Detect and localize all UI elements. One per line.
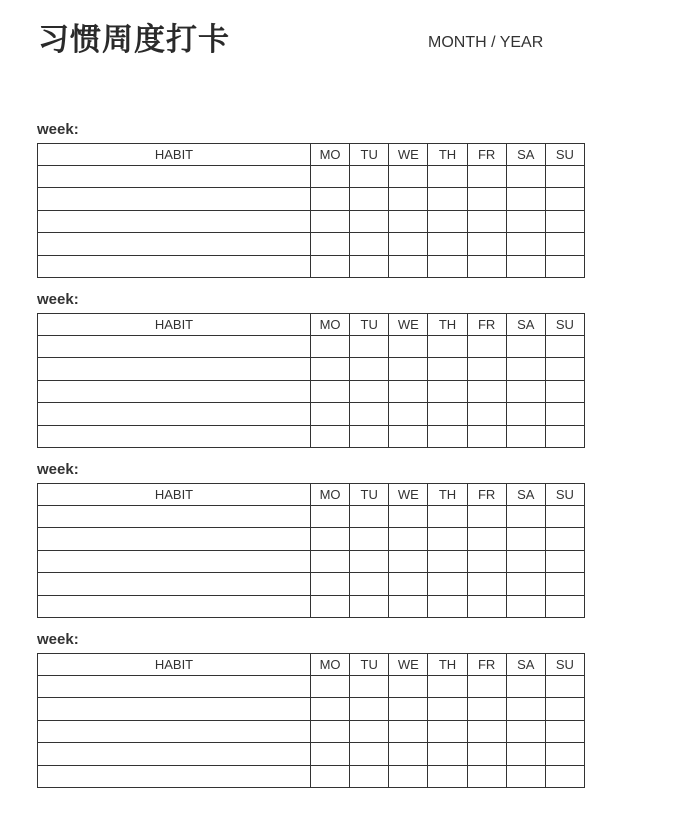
day-checkbox-cell[interactable] (545, 425, 584, 447)
day-checkbox-cell[interactable] (350, 698, 389, 720)
day-checkbox-cell[interactable] (350, 358, 389, 380)
habit-header: HABIT (38, 654, 311, 676)
day-header: TH (428, 484, 467, 506)
week-section (37, 291, 585, 448)
habit-cell[interactable] (38, 188, 311, 210)
day-checkbox-cell[interactable] (311, 188, 350, 210)
day-checkbox-cell[interactable] (389, 550, 428, 572)
habit-cell[interactable] (38, 506, 311, 528)
day-checkbox-cell[interactable] (506, 233, 545, 255)
habit-row (38, 506, 585, 528)
habit-header: HABIT (38, 314, 311, 336)
day-checkbox-cell[interactable] (467, 188, 506, 210)
habit-row (38, 358, 585, 380)
day-checkbox-cell[interactable] (545, 550, 584, 572)
habit-cell[interactable] (38, 720, 311, 742)
habit-row (38, 698, 585, 720)
day-checkbox-cell[interactable] (545, 358, 584, 380)
day-checkbox-cell[interactable] (350, 233, 389, 255)
habit-cell[interactable] (38, 380, 311, 402)
day-checkbox-cell[interactable] (350, 528, 389, 550)
day-header: SU (545, 144, 584, 166)
habit-row (38, 403, 585, 425)
day-checkbox-cell[interactable] (311, 233, 350, 255)
day-header: TH (428, 144, 467, 166)
habit-header: HABIT (38, 144, 311, 166)
day-checkbox-cell[interactable] (350, 720, 389, 742)
day-checkbox-cell[interactable] (311, 698, 350, 720)
day-header: MO (311, 314, 350, 336)
day-checkbox-cell[interactable] (467, 358, 506, 380)
day-header: MO (311, 484, 350, 506)
day-checkbox-cell[interactable] (428, 676, 467, 698)
day-checkbox-cell[interactable] (428, 166, 467, 188)
habit-cell[interactable] (38, 166, 311, 188)
day-checkbox-cell[interactable] (311, 528, 350, 550)
day-checkbox-cell[interactable] (389, 506, 428, 528)
day-checkbox-cell[interactable] (311, 573, 350, 595)
day-header: FR (467, 654, 506, 676)
day-checkbox-cell[interactable] (350, 506, 389, 528)
habit-cell[interactable] (38, 743, 311, 765)
day-checkbox-cell[interactable] (350, 255, 389, 277)
day-checkbox-cell[interactable] (350, 380, 389, 402)
header-row (38, 144, 585, 166)
day-checkbox-cell[interactable] (350, 573, 389, 595)
habit-cell[interactable] (38, 595, 311, 617)
day-header: SU (545, 654, 584, 676)
day-checkbox-cell[interactable] (428, 573, 467, 595)
habit-cell[interactable] (38, 698, 311, 720)
habit-cell[interactable] (38, 765, 311, 787)
day-checkbox-cell[interactable] (506, 698, 545, 720)
habit-cell[interactable] (38, 425, 311, 447)
habit-cell[interactable] (38, 358, 311, 380)
day-checkbox-cell[interactable] (506, 550, 545, 572)
day-checkbox-cell[interactable] (467, 233, 506, 255)
habit-table (37, 143, 585, 278)
day-checkbox-cell[interactable] (389, 210, 428, 232)
day-header: MO (311, 144, 350, 166)
day-checkbox-cell[interactable] (389, 743, 428, 765)
day-checkbox-cell[interactable] (467, 506, 506, 528)
day-checkbox-cell[interactable] (467, 336, 506, 358)
day-header: TH (428, 314, 467, 336)
day-checkbox-cell[interactable] (545, 403, 584, 425)
day-checkbox-cell[interactable] (545, 188, 584, 210)
day-checkbox-cell[interactable] (545, 528, 584, 550)
day-header: TU (350, 144, 389, 166)
day-header: WE (389, 314, 428, 336)
habit-row (38, 255, 585, 277)
day-checkbox-cell[interactable] (350, 166, 389, 188)
day-header: TU (350, 484, 389, 506)
week-label: week: (37, 631, 79, 648)
day-header: SU (545, 484, 584, 506)
day-checkbox-cell[interactable] (389, 595, 428, 617)
day-checkbox-cell[interactable] (389, 403, 428, 425)
habit-cell[interactable] (38, 573, 311, 595)
week-label: week: (37, 461, 79, 478)
habit-row (38, 210, 585, 232)
day-checkbox-cell[interactable] (545, 720, 584, 742)
day-header: WE (389, 484, 428, 506)
day-checkbox-cell[interactable] (506, 358, 545, 380)
day-checkbox-cell[interactable] (428, 743, 467, 765)
day-header: WE (389, 144, 428, 166)
habit-row (38, 425, 585, 447)
day-checkbox-cell[interactable] (467, 595, 506, 617)
day-checkbox-cell[interactable] (311, 506, 350, 528)
day-checkbox-cell[interactable] (428, 233, 467, 255)
habit-row (38, 336, 585, 358)
day-checkbox-cell[interactable] (428, 765, 467, 787)
habit-row (38, 233, 585, 255)
habit-row (38, 743, 585, 765)
day-checkbox-cell[interactable] (350, 425, 389, 447)
day-checkbox-cell[interactable] (311, 336, 350, 358)
day-checkbox-cell[interactable] (545, 210, 584, 232)
day-header: FR (467, 484, 506, 506)
day-checkbox-cell[interactable] (467, 573, 506, 595)
day-checkbox-cell[interactable] (506, 528, 545, 550)
day-checkbox-cell[interactable] (389, 573, 428, 595)
day-checkbox-cell[interactable] (545, 698, 584, 720)
day-checkbox-cell[interactable] (428, 358, 467, 380)
day-checkbox-cell[interactable] (506, 765, 545, 787)
habit-row (38, 676, 585, 698)
habit-table (37, 483, 585, 618)
day-checkbox-cell[interactable] (506, 743, 545, 765)
habit-row (38, 595, 585, 617)
week-section (37, 631, 585, 788)
habit-table (37, 653, 585, 788)
habit-cell[interactable] (38, 233, 311, 255)
day-checkbox-cell[interactable] (545, 765, 584, 787)
day-checkbox-cell[interactable] (506, 255, 545, 277)
day-checkbox-cell[interactable] (467, 166, 506, 188)
day-checkbox-cell[interactable] (428, 210, 467, 232)
habit-row (38, 573, 585, 595)
habit-cell[interactable] (38, 336, 311, 358)
day-checkbox-cell[interactable] (467, 765, 506, 787)
day-checkbox-cell[interactable] (311, 595, 350, 617)
page-title: 习惯周度打卡 (38, 22, 230, 58)
day-checkbox-cell[interactable] (467, 210, 506, 232)
habit-cell[interactable] (38, 528, 311, 550)
day-checkbox-cell[interactable] (545, 336, 584, 358)
day-checkbox-cell[interactable] (350, 336, 389, 358)
day-checkbox-cell[interactable] (389, 188, 428, 210)
habit-cell[interactable] (38, 210, 311, 232)
header-row (38, 484, 585, 506)
day-checkbox-cell[interactable] (545, 676, 584, 698)
week-section (37, 461, 585, 618)
day-checkbox-cell[interactable] (467, 528, 506, 550)
day-checkbox-cell[interactable] (350, 188, 389, 210)
day-checkbox-cell[interactable] (311, 743, 350, 765)
day-checkbox-cell[interactable] (350, 765, 389, 787)
day-checkbox-cell[interactable] (311, 358, 350, 380)
day-checkbox-cell[interactable] (350, 743, 389, 765)
habit-cell[interactable] (38, 676, 311, 698)
day-checkbox-cell[interactable] (389, 380, 428, 402)
habit-row (38, 765, 585, 787)
day-checkbox-cell[interactable] (467, 743, 506, 765)
day-checkbox-cell[interactable] (311, 210, 350, 232)
week-section (37, 121, 585, 278)
day-checkbox-cell[interactable] (506, 425, 545, 447)
day-checkbox-cell[interactable] (506, 380, 545, 402)
week-label: week: (37, 121, 79, 138)
day-checkbox-cell[interactable] (506, 506, 545, 528)
day-checkbox-cell[interactable] (467, 380, 506, 402)
day-checkbox-cell[interactable] (311, 380, 350, 402)
day-checkbox-cell[interactable] (428, 188, 467, 210)
habit-cell[interactable] (38, 550, 311, 572)
day-checkbox-cell[interactable] (311, 765, 350, 787)
day-checkbox-cell[interactable] (428, 403, 467, 425)
habit-cell[interactable] (38, 255, 311, 277)
day-checkbox-cell[interactable] (389, 698, 428, 720)
day-checkbox-cell[interactable] (350, 676, 389, 698)
day-checkbox-cell[interactable] (311, 166, 350, 188)
day-checkbox-cell[interactable] (545, 166, 584, 188)
week-label: week: (37, 291, 79, 308)
month-year-label: MONTH / YEAR (428, 34, 544, 51)
day-header: MO (311, 654, 350, 676)
header-row (38, 654, 585, 676)
day-header: FR (467, 144, 506, 166)
day-checkbox-cell[interactable] (311, 720, 350, 742)
day-checkbox-cell[interactable] (389, 358, 428, 380)
day-checkbox-cell[interactable] (428, 720, 467, 742)
day-checkbox-cell[interactable] (389, 765, 428, 787)
day-checkbox-cell[interactable] (506, 676, 545, 698)
day-header: SA (506, 484, 545, 506)
day-checkbox-cell[interactable] (389, 676, 428, 698)
day-checkbox-cell[interactable] (545, 506, 584, 528)
day-checkbox-cell[interactable] (467, 720, 506, 742)
habit-table (37, 313, 585, 448)
day-checkbox-cell[interactable] (467, 676, 506, 698)
day-checkbox-cell[interactable] (467, 255, 506, 277)
day-checkbox-cell[interactable] (506, 595, 545, 617)
day-checkbox-cell[interactable] (428, 380, 467, 402)
day-checkbox-cell[interactable] (350, 403, 389, 425)
day-checkbox-cell[interactable] (428, 698, 467, 720)
day-checkbox-cell[interactable] (545, 380, 584, 402)
day-header: TU (350, 314, 389, 336)
day-checkbox-cell[interactable] (506, 720, 545, 742)
day-checkbox-cell[interactable] (428, 255, 467, 277)
habit-header: HABIT (38, 484, 311, 506)
day-checkbox-cell[interactable] (506, 403, 545, 425)
day-checkbox-cell[interactable] (467, 403, 506, 425)
day-checkbox-cell[interactable] (545, 743, 584, 765)
day-checkbox-cell[interactable] (545, 573, 584, 595)
day-checkbox-cell[interactable] (467, 425, 506, 447)
day-checkbox-cell[interactable] (389, 425, 428, 447)
habit-row (38, 528, 585, 550)
day-header: SA (506, 144, 545, 166)
day-checkbox-cell[interactable] (311, 550, 350, 572)
day-header: SA (506, 314, 545, 336)
day-checkbox-cell[interactable] (428, 506, 467, 528)
day-checkbox-cell[interactable] (311, 403, 350, 425)
header-row (38, 314, 585, 336)
day-checkbox-cell[interactable] (389, 528, 428, 550)
day-checkbox-cell[interactable] (389, 255, 428, 277)
day-checkbox-cell[interactable] (545, 255, 584, 277)
day-checkbox-cell[interactable] (389, 720, 428, 742)
day-checkbox-cell[interactable] (506, 188, 545, 210)
habit-row (38, 550, 585, 572)
day-checkbox-cell[interactable] (311, 676, 350, 698)
day-checkbox-cell[interactable] (545, 595, 584, 617)
day-checkbox-cell[interactable] (428, 336, 467, 358)
day-header: TU (350, 654, 389, 676)
day-checkbox-cell[interactable] (428, 528, 467, 550)
day-checkbox-cell[interactable] (467, 550, 506, 572)
day-checkbox-cell[interactable] (506, 573, 545, 595)
day-checkbox-cell[interactable] (389, 166, 428, 188)
day-checkbox-cell[interactable] (467, 698, 506, 720)
day-checkbox-cell[interactable] (545, 233, 584, 255)
day-header: FR (467, 314, 506, 336)
day-header: WE (389, 654, 428, 676)
day-header: TH (428, 654, 467, 676)
day-checkbox-cell[interactable] (506, 166, 545, 188)
day-checkbox-cell[interactable] (350, 550, 389, 572)
day-checkbox-cell[interactable] (350, 210, 389, 232)
habit-row (38, 166, 585, 188)
day-checkbox-cell[interactable] (506, 210, 545, 232)
day-checkbox-cell[interactable] (389, 336, 428, 358)
habit-row (38, 380, 585, 402)
day-checkbox-cell[interactable] (311, 425, 350, 447)
day-header: SU (545, 314, 584, 336)
day-checkbox-cell[interactable] (350, 595, 389, 617)
day-header: SA (506, 654, 545, 676)
day-checkbox-cell[interactable] (311, 255, 350, 277)
day-checkbox-cell[interactable] (428, 595, 467, 617)
day-checkbox-cell[interactable] (428, 425, 467, 447)
habit-cell[interactable] (38, 403, 311, 425)
habit-row (38, 188, 585, 210)
day-checkbox-cell[interactable] (428, 550, 467, 572)
day-checkbox-cell[interactable] (389, 233, 428, 255)
habit-row (38, 720, 585, 742)
day-checkbox-cell[interactable] (506, 336, 545, 358)
